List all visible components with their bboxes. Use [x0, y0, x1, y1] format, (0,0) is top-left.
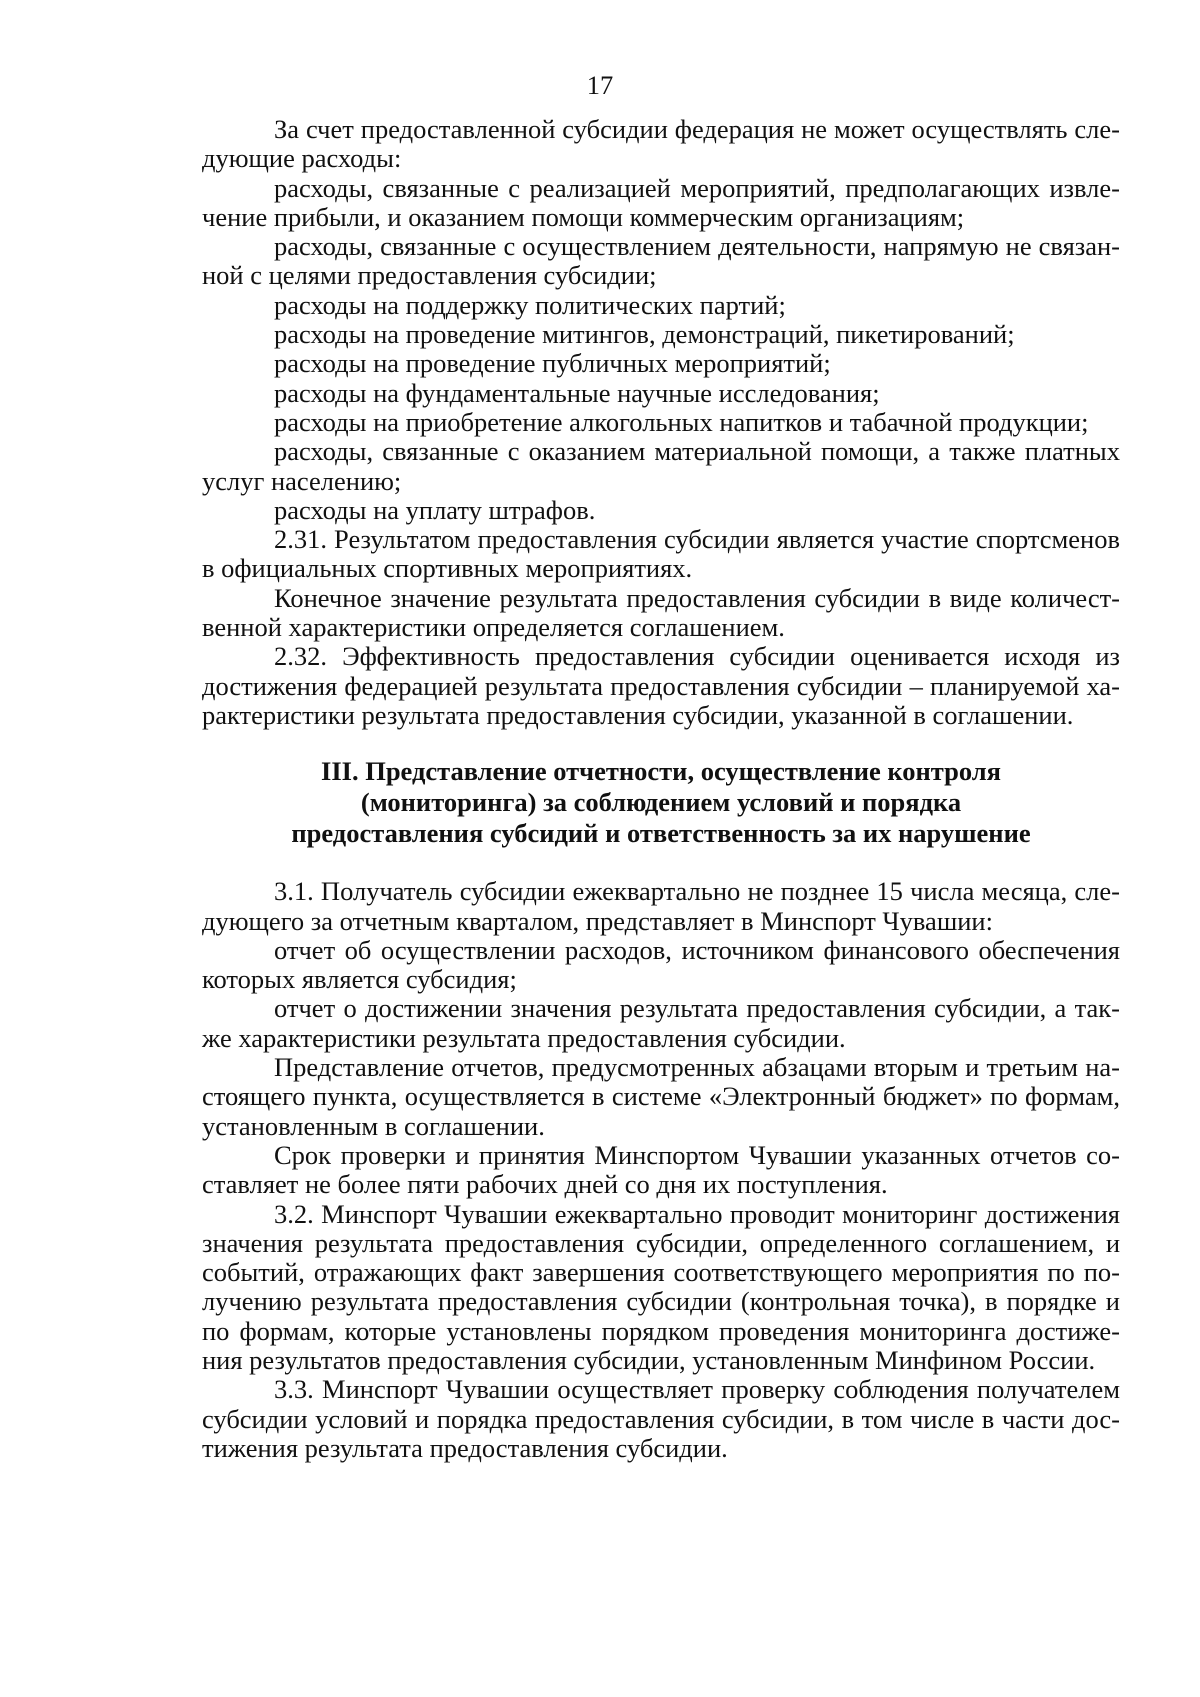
paragraph: отчет о достижении значения результата предоставления субсидии, а также характеристики результата предоставления субсидии. [202, 993, 1120, 1053]
paragraph: Конечное значение результата предоставления субсидии в виде количественной характеристики определяется соглашением. [202, 582, 1120, 643]
page-number: 17 [586, 70, 614, 100]
section-heading-line-3: предоставления субсидий и ответственность за их нарушение [291, 818, 1031, 849]
paragraph: расходы на проведение публичных мероприятий; [274, 348, 831, 379]
document-body [202, 115, 1120, 1463]
paragraph: 3.2. Минспорт Чувашии ежеквартально проводит мониторинг достижения значения результата предоставления субсидии, определенного соглашением, и событий, отражающих факт завершения соответствующего мероприятия по получению результата предоставления субсидии (контрольная точка), в порядке и по формам, которые установлены порядком проведения мониторинга достижения результатов предоставления субсидии, установленным Минфином России. [202, 1198, 1120, 1375]
section-heading-line-1: III. Представление отчетности, осуществление контроля [321, 756, 1001, 787]
paragraph: 3.3. Минспорт Чувашии осуществляет проверку соблюдения получателем субсидии условий и порядка предоставления субсидии, в том числе в части достижения результата предоставления субсидии. [202, 1374, 1120, 1463]
paragraph: 3.1. Получатель субсидии ежеквартально не позднее 15 числа месяца, следующего за отчетным кварталом, представляет в Минспорт Чувашии: [202, 876, 1120, 936]
paragraph: расходы на поддержку политических партий; [274, 289, 786, 320]
paragraph: отчет об осуществлении расходов, источником финансового обеспечения которых является субсидия; [202, 934, 1120, 995]
section-heading-line-2: (мониторинга) за соблюдением условий и порядка [360, 787, 962, 818]
paragraph: За счет предоставленной субсидии федерация не может осуществлять следующие расходы: [202, 114, 1120, 174]
paragraph: расходы на уплату штрафов. [274, 494, 596, 525]
paragraph: расходы, связанные с оказанием материальной помощи, а также платных услуг населению; [202, 436, 1120, 496]
section-heading [202, 756, 1120, 849]
paragraph: расходы, связанные с осуществлением деятельности, напрямую не связанной с целями предоставления субсидии; [202, 231, 1120, 291]
paragraph: Представление отчетов, предусмотренных абзацами вторым и третьим настоящего пункта, осуществляется в системе «Электронный бюджет» по формам, установленным в соглашении. [202, 1052, 1120, 1141]
paragraph: расходы, связанные с реализацией мероприятий, предполагающих извлечение прибыли, и оказанием помощи коммерческим организациям; [202, 172, 1120, 232]
paragraph: 2.32. Эффективность предоставления субсидии оценивается исходя из достижения федерацией результата предоставления субсидии – планируемой характеристики результата предоставления субсидии, указанной в соглашении. [202, 641, 1120, 730]
paragraph: Срок проверки и принятия Минспортом Чувашии указанных отчетов составляет не более пяти рабочих дней со дня их поступления. [202, 1139, 1120, 1200]
paragraph: расходы на приобретение алкогольных напитков и табачной продукции; [274, 406, 1089, 437]
paragraph: 2.31. Результатом предоставления субсидии является участие спортсменов в официальных спортивных мероприятиях. [202, 524, 1120, 584]
paragraph: расходы на проведение митингов, демонстраций, пикетирований; [274, 319, 1015, 350]
paragraph: расходы на фундаментальные научные исследования; [274, 377, 880, 408]
